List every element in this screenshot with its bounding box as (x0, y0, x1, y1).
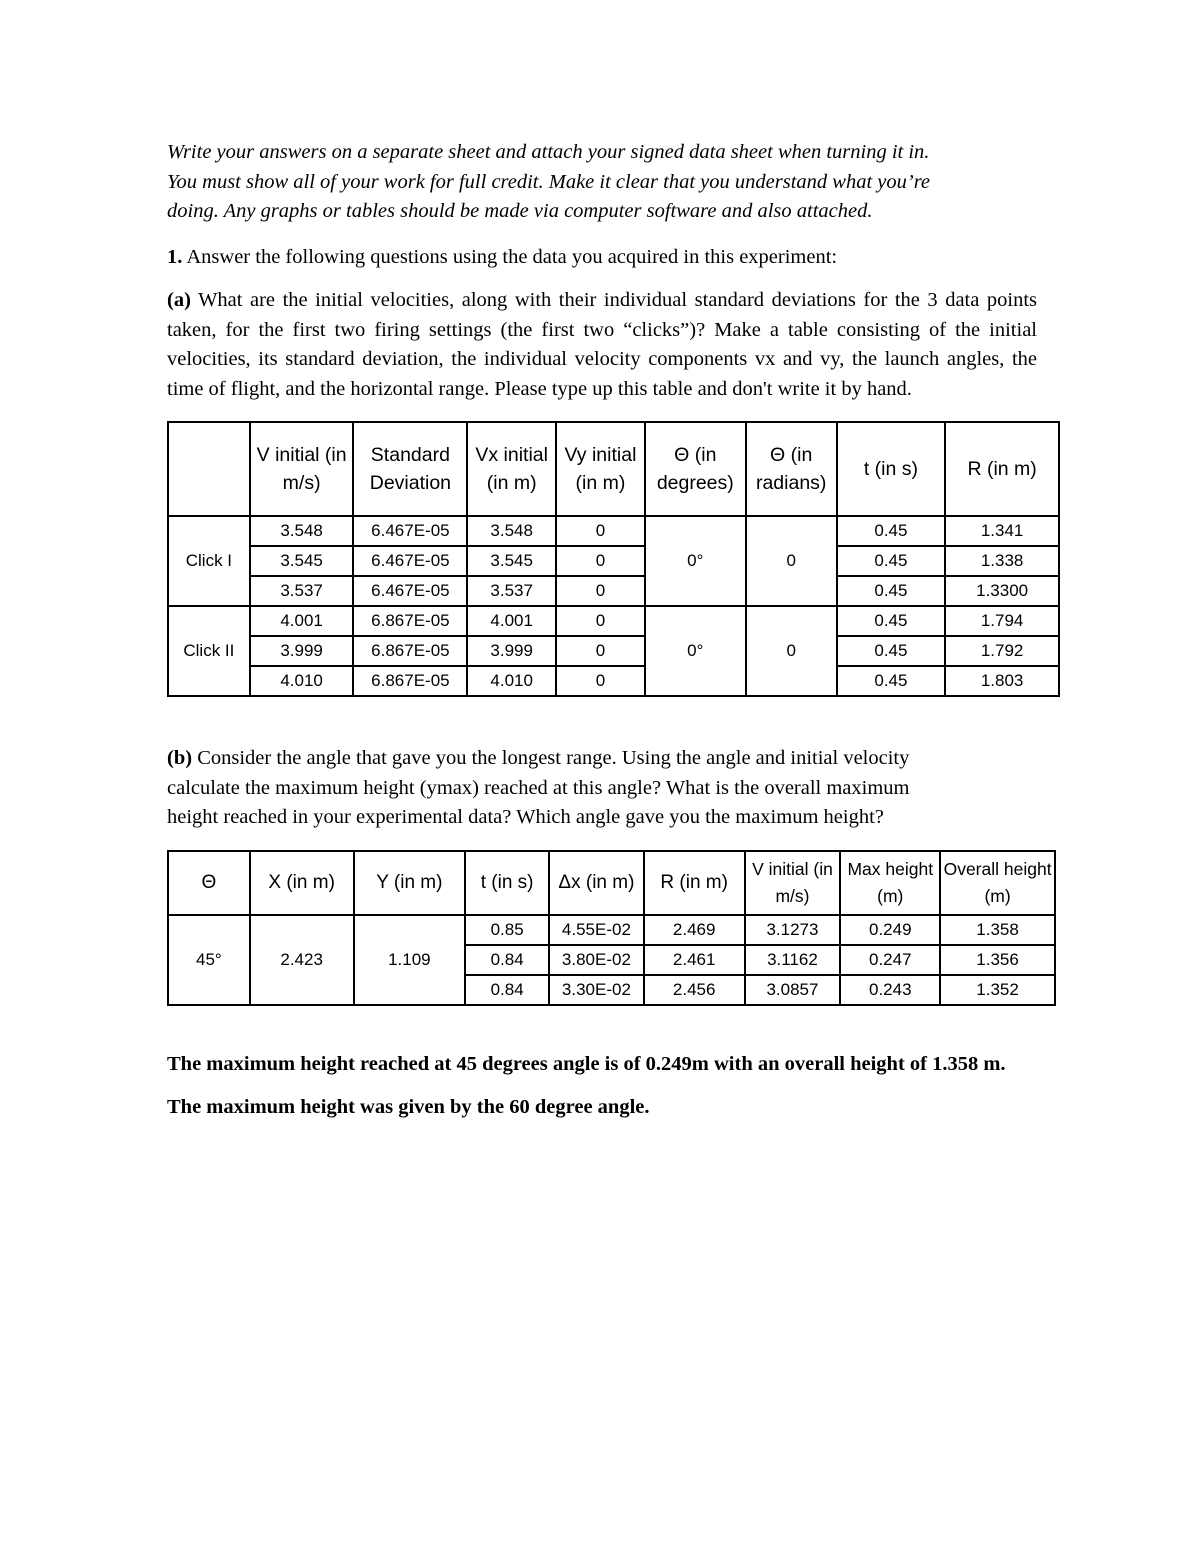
cell-v: 3.537 (250, 576, 354, 606)
table-row (168, 636, 1059, 666)
question-a-text: What are the initial velocities, along with their individual standard deviations for the 3 data points taken, for the first two firing settings (the first two “clicks”)? Make a table consisting of the initial velocities, its standard deviation, the individual velocity components vx and vy, the launch angles, the time of flight, and the horizontal range. Please type up this table and don't write it by hand. (167, 289, 1037, 400)
height-table-header (168, 851, 1055, 915)
header-vx: Vx initial (in m) (467, 422, 556, 516)
answer-angle: The maximum height was given by the 60 degree angle. (167, 1096, 650, 1118)
header-theta-deg: Θ (in degrees) (645, 422, 746, 516)
table-row (168, 666, 1059, 696)
cell-v: 3.1162 (745, 945, 841, 975)
question-a (167, 286, 1037, 404)
instructions-line-2: You must show all of your work for full credit. Make it clear that you understand what you’re (167, 170, 931, 193)
cell-v: 3.1273 (745, 915, 841, 945)
header-r: R (in m) (644, 851, 745, 915)
question-b-line-1: Consider the angle that gave you the longest range. Using the angle and initial velocity (192, 747, 910, 769)
cell-rad: 0 (746, 516, 837, 606)
group-label: Click II (168, 606, 250, 696)
cell-r: 2.461 (644, 945, 745, 975)
cell-dx: 3.30E-02 (549, 975, 644, 1005)
header-time: t (in s) (837, 422, 946, 516)
cell-sd: 6.867E-05 (353, 606, 467, 636)
cell-r: 1.792 (945, 636, 1059, 666)
cell-t: 0.84 (465, 945, 549, 975)
cell-dx: 4.55E-02 (549, 915, 644, 945)
instructions-line-1: Write your answers on a separate sheet and attach your signed data sheet when turning it in. (167, 141, 930, 163)
cell-max: 0.249 (840, 915, 940, 945)
instructions-line-3: doing. Any graphs or tables should be made via computer software and also attached. (167, 200, 873, 222)
cell-t: 0.45 (837, 666, 946, 696)
cell-t: 0.45 (837, 606, 946, 636)
cell-sd: 6.867E-05 (353, 666, 467, 696)
header-vy: Vy initial (in m) (556, 422, 645, 516)
question-b-label: (b) (167, 747, 193, 769)
cell-t: 0.45 (837, 576, 946, 606)
table-row (168, 915, 1055, 945)
cell-vx: 4.010 (467, 666, 556, 696)
header-v-initial: V initial (in m/s) (745, 851, 841, 915)
cell-v: 4.010 (250, 666, 354, 696)
cell-y: 1.109 (354, 915, 466, 1005)
header-range: R (in m) (945, 422, 1059, 516)
height-table (167, 850, 1056, 1006)
cell-vx: 3.548 (467, 516, 556, 546)
header-blank (168, 422, 250, 516)
cell-r: 1.794 (945, 606, 1059, 636)
cell-v: 3.545 (250, 546, 354, 576)
header-theta-rad: Θ (in radians) (746, 422, 837, 516)
cell-theta: 45° (168, 915, 250, 1005)
question-a-label: (a) (167, 289, 191, 311)
cell-vy: 0 (556, 606, 645, 636)
question-b (167, 744, 1037, 833)
header-dx: Δx (in m) (549, 851, 644, 915)
header-overall-height: Overall height (m) (940, 851, 1055, 915)
velocity-table (167, 421, 1060, 697)
cell-t: 0.45 (837, 516, 946, 546)
cell-vx: 3.999 (467, 636, 556, 666)
cell-r: 2.456 (644, 975, 745, 1005)
velocity-table-header (168, 422, 1059, 516)
table-row (168, 516, 1059, 546)
header-y: Y (in m) (354, 851, 466, 915)
table-row (168, 576, 1059, 606)
cell-vx: 4.001 (467, 606, 556, 636)
cell-x: 2.423 (250, 915, 354, 1005)
cell-deg: 0° (645, 606, 746, 696)
cell-vy: 0 (556, 636, 645, 666)
cell-v: 3.999 (250, 636, 354, 666)
cell-vx: 3.537 (467, 576, 556, 606)
cell-t: 0.45 (837, 546, 946, 576)
cell-v: 3.0857 (745, 975, 841, 1005)
cell-r: 1.338 (945, 546, 1059, 576)
group-label: Click I (168, 516, 250, 606)
cell-v: 3.548 (250, 516, 354, 546)
answer-max-height: The maximum height reached at 45 degrees angle is of 0.249m with an overall height of 1.358 m. (167, 1052, 1006, 1075)
header-t: t (in s) (465, 851, 549, 915)
table-row (168, 606, 1059, 636)
cell-vy: 0 (556, 516, 645, 546)
cell-vx: 3.545 (467, 546, 556, 576)
question-b-line-3: height reached in your experimental data? Which angle gave you the maximum height? (167, 806, 884, 828)
cell-overall: 1.352 (940, 975, 1055, 1005)
cell-r: 2.469 (644, 915, 745, 945)
instructions (167, 138, 1037, 227)
document-page (167, 138, 1052, 1123)
cell-r: 1.341 (945, 516, 1059, 546)
cell-overall: 1.356 (940, 945, 1055, 975)
cell-vy: 0 (556, 576, 645, 606)
cell-rad: 0 (746, 606, 837, 696)
cell-overall: 1.358 (940, 915, 1055, 945)
cell-max: 0.243 (840, 975, 940, 1005)
question-b-line-2: calculate the maximum height (ymax) reached at this angle? What is the overall maximum (167, 776, 910, 799)
cell-sd: 6.467E-05 (353, 576, 467, 606)
cell-max: 0.247 (840, 945, 940, 975)
cell-t: 0.45 (837, 636, 946, 666)
cell-dx: 3.80E-02 (549, 945, 644, 975)
cell-r: 1.803 (945, 666, 1059, 696)
question-1-number: 1. (167, 245, 183, 268)
cell-r: 1.3300 (945, 576, 1059, 606)
cell-vy: 0 (556, 546, 645, 576)
header-std-dev: Standard Deviation (353, 422, 467, 516)
question-1 (167, 243, 1037, 273)
table-row (168, 546, 1059, 576)
cell-t: 0.85 (465, 915, 549, 945)
cell-vy: 0 (556, 666, 645, 696)
header-v-initial: V initial (in m/s) (250, 422, 354, 516)
cell-deg: 0° (645, 516, 746, 606)
question-1-text: Answer the following questions using the data you acquired in this experiment: (182, 245, 838, 268)
header-theta: Θ (168, 851, 250, 915)
cell-sd: 6.467E-05 (353, 516, 467, 546)
header-x: X (in m) (250, 851, 354, 915)
cell-t: 0.84 (465, 975, 549, 1005)
header-max-height: Max height (m) (840, 851, 940, 915)
cell-v: 4.001 (250, 606, 354, 636)
cell-sd: 6.467E-05 (353, 546, 467, 576)
cell-sd: 6.867E-05 (353, 636, 467, 666)
